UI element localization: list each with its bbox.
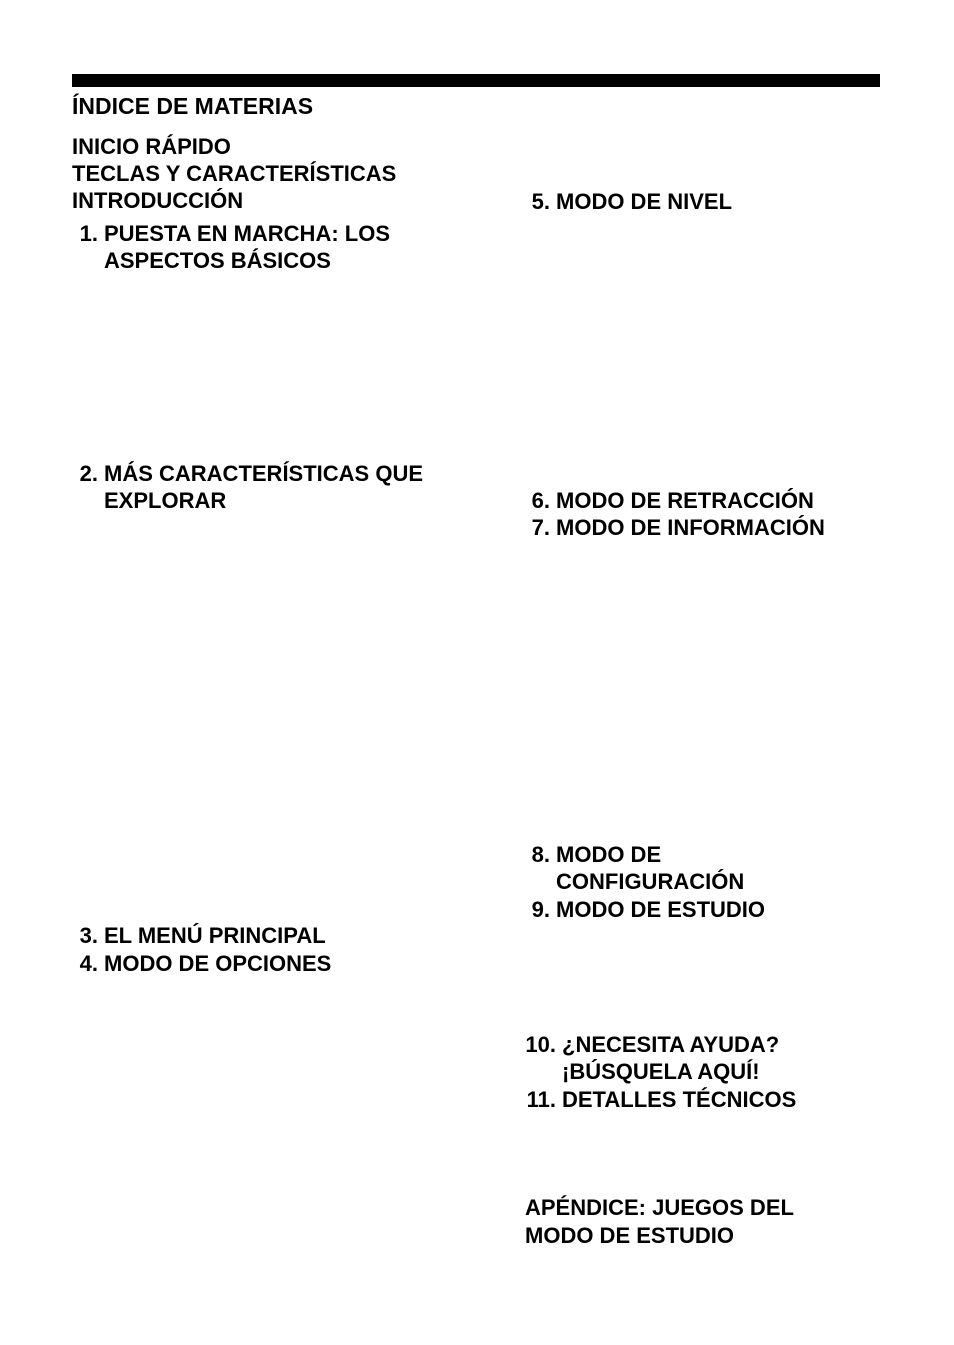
toc-entry-number: 8. xyxy=(531,842,550,867)
toc-entry-text: MODO DE ESTUDIO xyxy=(556,897,766,922)
toc-entry-text: ASPECTOS BÁSICOS xyxy=(104,248,331,273)
toc-entry-text: MÁS CARACTERÍSTICAS QUE xyxy=(104,461,424,486)
toc-entry-text: EXPLORAR xyxy=(104,488,227,513)
toc-intro-quick-start: INICIO RÁPIDO xyxy=(72,134,231,159)
toc-entry-number: 1. xyxy=(79,221,98,246)
toc-entry-text: MODO DE INFORMACIÓN xyxy=(556,515,825,540)
toc-entry-number: 7. xyxy=(531,515,550,540)
toc-entry-2 xyxy=(79,460,424,514)
toc-entry-8 xyxy=(531,841,745,895)
toc-entry-number: 2. xyxy=(79,461,98,486)
header-rule xyxy=(72,74,880,87)
toc-entry-number: 3. xyxy=(79,923,98,948)
toc-entry-text: ¡BÚSQUELA AQUÍ! xyxy=(562,1059,760,1084)
toc-entry-number: 10. xyxy=(525,1032,556,1057)
toc-entry-text: CONFIGURACIÓN xyxy=(556,869,745,894)
toc-entry-number: 5. xyxy=(531,189,550,214)
toc-entry-10 xyxy=(525,1031,780,1085)
toc-intro-introduction: INTRODUCCIÓN xyxy=(72,188,244,213)
toc-entry-text: MODO DE NIVEL xyxy=(556,189,733,214)
toc-appendix-line-2: MODO DE ESTUDIO xyxy=(525,1223,735,1248)
toc-entry-text: MODO DE RETRACCIÓN xyxy=(556,488,814,513)
toc-entry-6 xyxy=(531,487,814,514)
toc-entry-5 xyxy=(531,188,733,215)
toc-entry-1 xyxy=(79,220,390,274)
toc-entry-7 xyxy=(531,514,825,541)
toc-entry-number: 4. xyxy=(79,951,98,976)
toc-entry-text: MODO DE xyxy=(556,842,662,867)
toc-entry-9 xyxy=(531,896,766,923)
toc-entry-text: MODO DE OPCIONES xyxy=(104,951,332,976)
toc-entry-text: DETALLES TÉCNICOS xyxy=(562,1087,797,1112)
toc-entry-number: 9. xyxy=(531,897,550,922)
toc-entry-number: 11. xyxy=(526,1087,556,1112)
toc-entry-number: 6. xyxy=(531,488,550,513)
toc-entry-text: ¿NECESITA AYUDA? xyxy=(562,1032,780,1057)
toc-intro-keys-features: TECLAS Y CARACTERÍSTICAS xyxy=(72,161,397,186)
toc-entry-11 xyxy=(526,1086,797,1113)
page-title: ÍNDICE DE MATERIAS xyxy=(72,93,314,119)
toc-entry-3 xyxy=(79,922,326,949)
toc-entry-text: PUESTA EN MARCHA: LOS xyxy=(104,221,390,246)
toc-entry-text: EL MENÚ PRINCIPAL xyxy=(104,923,326,948)
toc-appendix-line-1: APÉNDICE: JUEGOS DEL xyxy=(525,1195,794,1220)
toc-entry-4 xyxy=(79,950,332,977)
